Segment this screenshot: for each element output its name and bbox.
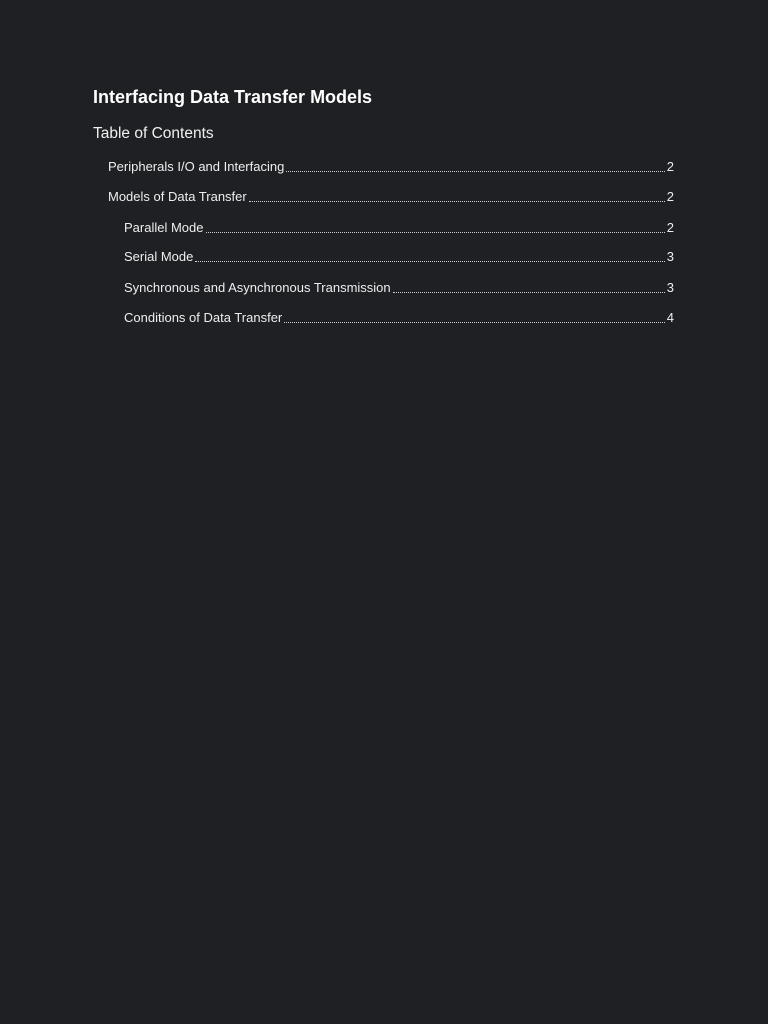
document-title: Interfacing Data Transfer Models — [93, 87, 373, 107]
dot-leader — [393, 292, 665, 293]
toc-page-number: 2 — [666, 189, 674, 204]
toc-page-number: 2 — [666, 220, 674, 235]
dot-leader — [284, 322, 665, 323]
toc-entry-label: Models of Data Transfer — [108, 189, 247, 204]
toc-entry-label: Synchronous and Asynchronous Transmission — [124, 280, 391, 295]
dot-leader — [286, 171, 664, 172]
toc-entry-models-of-data-transfer[interactable] — [108, 188, 674, 206]
toc-entry-label: Peripherals I/O and Interfacing — [108, 159, 285, 174]
toc-page-number: 3 — [666, 280, 674, 295]
toc-heading: Table of Contents — [93, 125, 214, 142]
toc-page-number: 4 — [666, 310, 674, 325]
toc-page-number: 2 — [666, 159, 674, 174]
dot-leader — [195, 261, 664, 262]
toc-entry-peripherals-io[interactable] — [108, 158, 674, 176]
toc-entry-label: Parallel Mode — [124, 220, 204, 235]
toc-entry-parallel-mode[interactable] — [124, 219, 674, 237]
toc-entry-serial-mode[interactable] — [124, 248, 674, 266]
dot-leader — [206, 232, 665, 233]
toc-entry-conditions-of-data-transfer[interactable] — [124, 309, 674, 327]
toc-entry-label: Conditions of Data Transfer — [124, 310, 283, 325]
toc-page-number: 3 — [666, 249, 674, 264]
toc-entry-label: Serial Mode — [124, 249, 194, 264]
toc-entry-sync-async-transmission[interactable] — [124, 279, 674, 297]
dot-leader — [249, 201, 665, 202]
